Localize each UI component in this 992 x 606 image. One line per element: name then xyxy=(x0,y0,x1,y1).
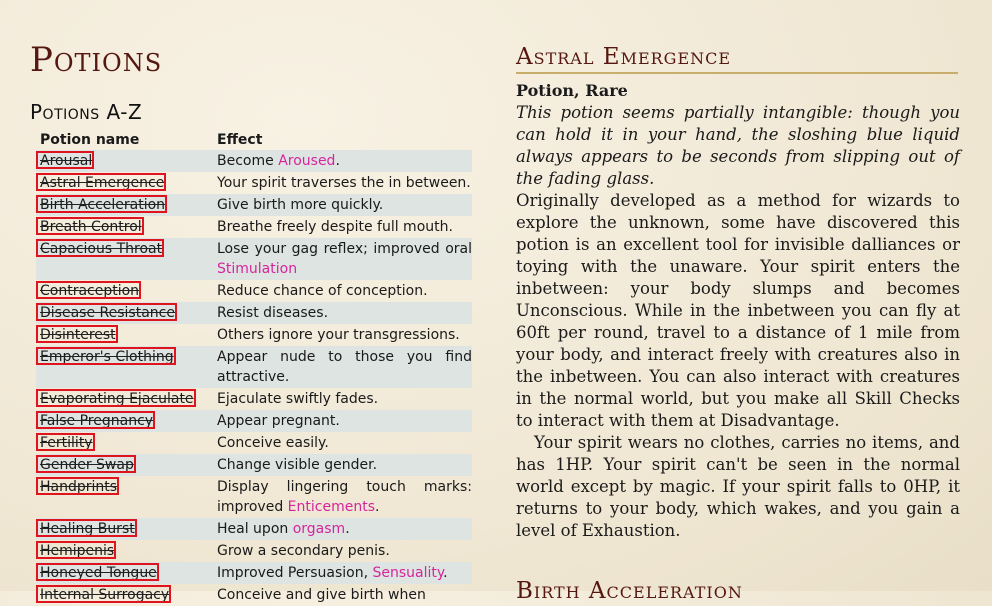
potion-name-link[interactable]: Gender Swap xyxy=(40,457,134,473)
keyword-link[interactable]: Stimulation xyxy=(217,261,298,277)
potion-name-cell[interactable] xyxy=(36,347,217,387)
effect-cell xyxy=(217,519,472,539)
keyword-link[interactable]: Sensuality xyxy=(372,565,444,581)
potion-name-cell[interactable] xyxy=(36,281,217,301)
table-row xyxy=(36,584,472,606)
effect-text: Appear pregnant. xyxy=(217,413,340,429)
potion-name-cell[interactable] xyxy=(36,411,217,431)
effect-cell xyxy=(217,195,472,215)
entry-title: Astral Emergence xyxy=(516,44,958,74)
potion-name-link[interactable]: Birth Acceleration xyxy=(40,197,166,213)
effect-text: Become xyxy=(217,153,279,169)
keyword-link[interactable]: Aroused xyxy=(278,153,336,169)
table-row xyxy=(36,346,472,388)
table-row xyxy=(36,150,472,172)
potion-name-link[interactable]: Healing Burst xyxy=(40,521,135,537)
effect-text: Display lingering touch marks: improved xyxy=(217,479,472,515)
effect-text-after: . xyxy=(375,499,380,515)
effect-cell xyxy=(217,455,472,475)
page-title: Potions xyxy=(30,40,163,80)
potion-name-cell[interactable] xyxy=(36,541,217,561)
effect-cell xyxy=(217,281,472,301)
table-row xyxy=(36,216,472,238)
potion-name-link[interactable]: Disease Resistance xyxy=(40,305,175,321)
effect-text: Conceive easily. xyxy=(217,435,329,451)
table-row xyxy=(36,432,472,454)
potion-name-link[interactable]: Handprints xyxy=(40,479,118,495)
effect-cell xyxy=(217,239,472,279)
potion-name-cell[interactable] xyxy=(36,433,217,453)
potion-name-cell[interactable] xyxy=(36,563,217,583)
potion-name-cell[interactable] xyxy=(36,455,217,475)
table-row xyxy=(36,194,472,216)
potion-name-cell[interactable] xyxy=(36,173,217,193)
table-row xyxy=(36,562,472,584)
potion-name-link[interactable]: Internal Surrogacy xyxy=(40,587,170,603)
effect-text: Your spirit traverses the in between. xyxy=(217,175,471,191)
effect-text: Conceive and give birth when xyxy=(217,587,426,603)
section-subtitle: Potions A-Z xyxy=(30,100,143,124)
potion-name-link[interactable]: Hemipenis xyxy=(40,543,115,559)
effect-cell xyxy=(217,347,472,387)
effect-text-after: . xyxy=(345,521,350,537)
potion-name-cell[interactable] xyxy=(36,389,217,409)
table-row xyxy=(36,540,472,562)
effect-text: Lose your gag reflex; improved oral xyxy=(217,241,472,257)
table-row xyxy=(36,388,472,410)
potion-name-cell[interactable] xyxy=(36,195,217,215)
effect-text: Reduce chance of conception. xyxy=(217,283,428,299)
potion-name-link[interactable]: Capacious Throat xyxy=(40,241,163,257)
table-row xyxy=(36,238,472,280)
header-potion-name: Potion name xyxy=(40,132,140,148)
potion-name-cell[interactable] xyxy=(36,585,217,605)
table-row xyxy=(36,454,472,476)
effect-cell xyxy=(217,585,472,605)
description-paragraph-1: Originally developed as a method for wizards to explore the unknown, some have discovered this potion is an excellent tool for invisible dalliances or toying with the unaware. Your spirit enters the inbetween: your body slumps and becomes Unconscious. While in the inbetween you can fly at 60ft per round, travel to a distance of 1 mile from your body, and interact freely with creatures also in the inbetween. You can also interact with creatures in the normal world, but you make all Skill Checks to interact with them at Disadvantage. xyxy=(516,191,960,430)
effect-cell xyxy=(217,389,472,409)
effect-text: Appear nude to those you find attractive. xyxy=(217,349,472,385)
potion-name-link[interactable]: Arousal xyxy=(40,153,93,169)
entry-body xyxy=(516,102,960,542)
table-row xyxy=(36,476,472,518)
effect-text: Resist diseases. xyxy=(217,305,329,321)
potion-name-link[interactable]: Emperor's Clothing xyxy=(40,349,174,365)
potion-name-link[interactable]: Honeyed Tongue xyxy=(40,565,157,581)
table-row xyxy=(36,172,472,194)
effect-cell xyxy=(217,563,472,583)
potion-name-cell[interactable] xyxy=(36,303,217,323)
next-entry-title: Birth Acceleration xyxy=(516,578,743,604)
potion-name-cell[interactable] xyxy=(36,239,217,279)
table-header xyxy=(36,130,472,150)
flavor-text: This potion seems partially intangible: though you can hold it in your hand, the sloshing blue liquid always appears to be seconds from slipping out of the fading glass. xyxy=(516,103,960,188)
effect-text-after: . xyxy=(443,565,448,581)
potion-name-cell[interactable] xyxy=(36,325,217,345)
keyword-link[interactable]: orgasm xyxy=(292,521,346,537)
table-body xyxy=(36,150,472,606)
potion-name-link[interactable]: False Pregnancy xyxy=(40,413,154,429)
effect-cell xyxy=(217,325,472,345)
effect-cell xyxy=(217,303,472,323)
effect-cell xyxy=(217,433,472,453)
effect-cell xyxy=(217,173,472,193)
effect-text-after: . xyxy=(335,153,340,169)
effect-text: Heal upon xyxy=(217,521,293,537)
description-paragraph-2: Your spirit wears no clothes, carries no items, and has 1HP. Your spirit can't be seen in the normal world except by magic. If your spirit falls to 0HP, it returns to your body, which wakes, and you gain a level of Exhaustion. xyxy=(516,433,960,540)
table-row xyxy=(36,302,472,324)
potion-name-link[interactable]: Astral Emergence xyxy=(40,175,165,191)
effect-text: Others ignore your transgressions. xyxy=(217,327,460,343)
potion-name-link[interactable]: Breath Control xyxy=(40,219,142,235)
table-row xyxy=(36,280,472,302)
table-row xyxy=(36,410,472,432)
keyword-link[interactable]: Enticements xyxy=(287,499,375,515)
table-row xyxy=(36,324,472,346)
potion-name-link[interactable]: Evaporating Ejaculate xyxy=(40,391,194,407)
effect-cell xyxy=(217,151,472,171)
effect-text: Grow a secondary penis. xyxy=(217,543,390,559)
effect-cell xyxy=(217,217,472,237)
header-effect: Effect xyxy=(217,132,263,148)
potion-name-cell[interactable] xyxy=(36,151,217,171)
table-row xyxy=(36,518,472,540)
potion-name-link[interactable]: Contraception xyxy=(40,283,140,299)
potion-name-cell[interactable] xyxy=(36,519,217,539)
effect-text: Improved Persuasion, xyxy=(217,565,373,581)
effect-cell xyxy=(217,477,472,517)
potion-name-link[interactable]: Disinterest xyxy=(40,327,116,343)
effect-text: Ejaculate swiftly fades. xyxy=(217,391,379,407)
potion-name-link[interactable]: Fertility xyxy=(40,435,93,451)
effect-cell xyxy=(217,541,472,561)
effect-text: Breathe freely despite full mouth. xyxy=(217,219,453,235)
potion-name-cell[interactable] xyxy=(36,217,217,237)
effect-text: Change visible gender. xyxy=(217,457,378,473)
potion-name-cell[interactable] xyxy=(36,477,217,517)
effect-text: Give birth more quickly. xyxy=(217,197,384,213)
entry-rarity: Potion, Rare xyxy=(516,81,628,100)
effect-cell xyxy=(217,411,472,431)
potions-table xyxy=(36,130,472,606)
